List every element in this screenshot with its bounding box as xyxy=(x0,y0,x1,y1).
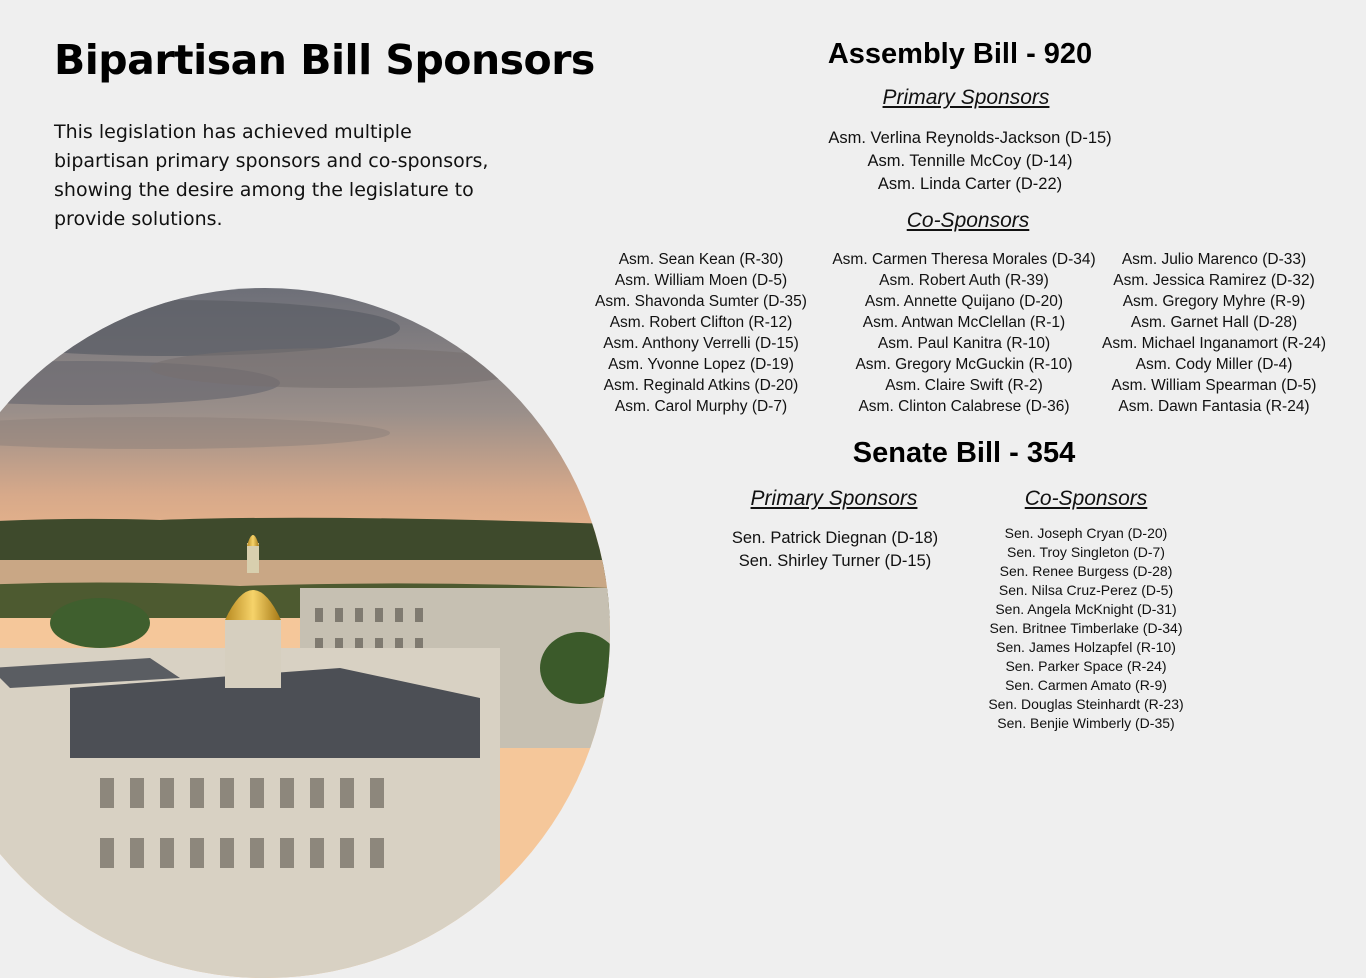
list-item: Asm. Verlina Reynolds-Jackson (D-15) xyxy=(828,129,1112,147)
page-title: Bipartisan Bill Sponsors xyxy=(54,36,595,84)
list-item: Asm. Cody Miller (D-4) xyxy=(1135,356,1293,373)
list-item: Sen. Britnee Timberlake (D-34) xyxy=(989,620,1183,636)
list-item: Asm. Carmen Theresa Morales (D-34) xyxy=(832,251,1096,268)
list-item: Asm. William Moen (D-5) xyxy=(614,272,788,289)
assembly-bill-title-box xyxy=(760,38,1160,71)
list-item: Asm. Dawn Fantasia (R-24) xyxy=(1118,398,1310,415)
list-item: Asm. Gregory Myhre (R-9) xyxy=(1122,293,1306,310)
assembly-cosponsors-col3 xyxy=(1096,249,1332,417)
list-item: Asm. Robert Clifton (R-12) xyxy=(609,314,793,331)
list-item: Sen. Patrick Diegnan (D-18) xyxy=(731,529,939,547)
assembly-cosponsors-col1 xyxy=(586,249,816,417)
senate-primary-list xyxy=(694,527,976,573)
assembly-primary-heading: Primary Sponsors xyxy=(882,86,1050,109)
senate-bill-title-box xyxy=(764,437,1164,470)
list-item: Sen. Carmen Amato (R-9) xyxy=(1005,677,1167,693)
list-item: Asm. Sean Kean (R-30) xyxy=(618,251,784,268)
senate-bill-title: Senate Bill - 354 xyxy=(852,437,1076,469)
list-item: Asm. Clinton Calabrese (D-36) xyxy=(858,398,1070,415)
list-item: Sen. Parker Space (R-24) xyxy=(1005,658,1167,674)
senate-cosponsors-list xyxy=(966,524,1206,733)
list-item: Asm. Carol Murphy (D-7) xyxy=(614,398,788,415)
list-item: Asm. William Spearman (D-5) xyxy=(1111,377,1317,394)
senate-primary-heading: Primary Sponsors xyxy=(750,487,918,510)
list-item: Asm. Michael Inganamort (R-24) xyxy=(1102,335,1326,352)
list-item: Asm. Paul Kanitra (R-10) xyxy=(877,335,1051,352)
list-item: Asm. Reginald Atkins (D-20) xyxy=(603,377,799,394)
list-item: Asm. Annette Quijano (D-20) xyxy=(864,293,1064,310)
senate-cosponsors-heading: Co-Sponsors xyxy=(1024,487,1148,510)
assembly-primary-heading-box xyxy=(766,86,1166,110)
list-item: Sen. Douglas Steinhardt (R-23) xyxy=(988,696,1184,712)
list-item: Asm. Yvonne Lopez (D-19) xyxy=(608,356,794,373)
list-item: Asm. Robert Auth (R-39) xyxy=(879,272,1049,289)
list-item: Sen. Renee Burgess (D-28) xyxy=(999,563,1173,579)
list-item: Asm. Anthony Verrelli (D-15) xyxy=(603,335,799,352)
list-item: Asm. Linda Carter (D-22) xyxy=(877,175,1063,193)
senate-cosponsors-heading-box xyxy=(976,487,1196,511)
list-item: Sen. Angela McKnight (D-31) xyxy=(995,601,1177,617)
list-item: Asm. Jessica Ramirez (D-32) xyxy=(1113,272,1315,289)
list-item: Asm. Julio Marenco (D-33) xyxy=(1121,251,1307,268)
assembly-cosponsors-heading: Co-Sponsors xyxy=(906,209,1030,232)
list-item: Sen. James Holzapfel (R-10) xyxy=(996,639,1176,655)
assembly-primary-list xyxy=(770,127,1170,196)
list-item: Asm. Shavonda Sumter (D-35) xyxy=(595,293,807,310)
list-item: Asm. Antwan McClellan (R-1) xyxy=(862,314,1066,331)
list-item: Sen. Shirley Turner (D-15) xyxy=(738,552,932,570)
list-item: Sen. Troy Singleton (D-7) xyxy=(1007,544,1165,560)
assembly-cosponsors-col2 xyxy=(824,249,1104,417)
senate-primary-heading-box xyxy=(694,487,974,511)
list-item: Sen. Nilsa Cruz-Perez (D-5) xyxy=(998,582,1174,598)
assembly-cosponsors-heading-box xyxy=(768,209,1168,233)
list-item: Asm. Garnet Hall (D-28) xyxy=(1130,314,1298,331)
list-item: Asm. Gregory McGuckin (R-10) xyxy=(855,356,1073,373)
list-item: Sen. Joseph Cryan (D-20) xyxy=(1004,525,1168,541)
list-item: Asm. Tennille McCoy (D-14) xyxy=(867,152,1073,170)
assembly-bill-title: Assembly Bill - 920 xyxy=(827,38,1093,70)
list-item: Asm. Claire Swift (R-2) xyxy=(885,377,1043,394)
intro-text: This legislation has achieved multiple bipartisan primary sponsors and co-sponsors, showing the desire among the legislature to provide solutions. xyxy=(54,121,489,230)
capitol-photo xyxy=(0,288,610,978)
list-item: Sen. Benjie Wimberly (D-35) xyxy=(997,715,1175,731)
